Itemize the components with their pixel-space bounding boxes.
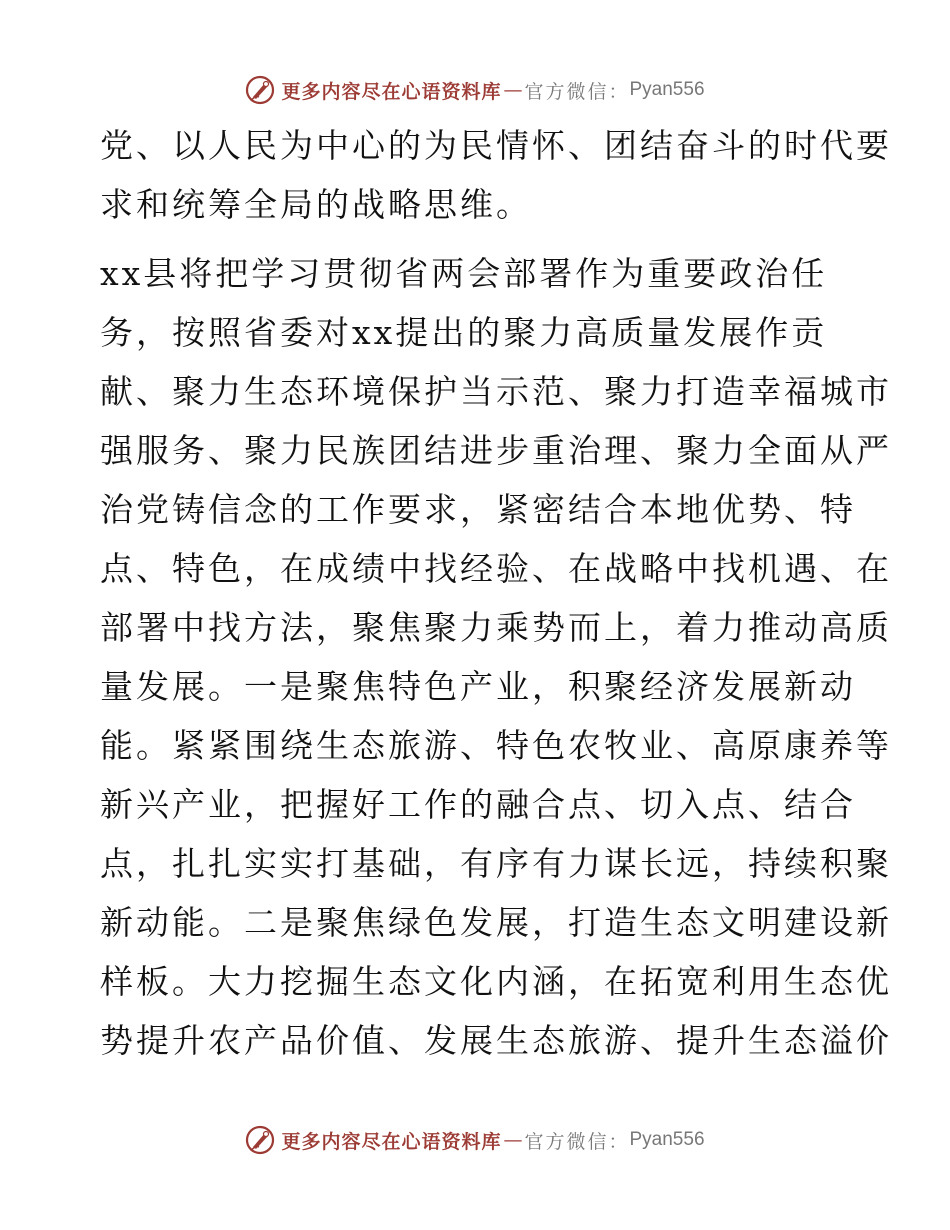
paragraph-line: 强服务、聚力民族团结进步重治理、聚力全面从严	[100, 431, 892, 470]
site-name-text: 更多内容尽在心语资料库	[281, 80, 502, 103]
paragraph-line: xx县将把学习贯彻省两会部署作为重要政治任	[100, 254, 828, 293]
wechat-id: Pyan556	[629, 1129, 705, 1150]
paragraph-line: 样板。大力挖掘生态文化内涵，在拓宽利用生态优	[100, 962, 892, 1001]
footer-banner	[0, 1120, 950, 1160]
wechat-label: 官方微信：	[524, 1130, 630, 1153]
paragraph-line: 能。紧紧围绕生态旅游、特色农牧业、高原康养等	[100, 726, 892, 765]
paragraph-line: 点、特色，在成绩中找经验、在战略中找机遇、在	[100, 549, 892, 588]
pen-nib-logo-icon	[245, 75, 275, 105]
header-banner	[0, 70, 950, 110]
document-body	[100, 116, 892, 1070]
paragraph-line: 部署中找方法，聚焦聚力乘势而上，着力推动高质	[100, 608, 892, 647]
banner-separator: —	[503, 79, 523, 101]
pen-nib-logo-icon	[245, 1125, 275, 1155]
paragraph-line: 点，扎扎实实打基础，有序有力谋长远，持续积聚	[100, 844, 892, 883]
wechat-label: 官方微信：	[524, 80, 630, 103]
wechat-id: Pyan556	[629, 79, 705, 100]
paragraph-line: 新动能。二是聚焦绿色发展，打造生态文明建设新	[100, 903, 892, 942]
banner-separator: —	[503, 1129, 523, 1151]
paragraph-line: 新兴产业，把握好工作的融合点、切入点、结合	[100, 785, 856, 824]
paragraph-1	[100, 116, 892, 234]
paragraph-line: 求和统筹全局的战略思维。	[100, 185, 532, 224]
paragraph-2	[100, 244, 892, 1070]
paragraph-line: 治党铸信念的工作要求，紧密结合本地优势、特	[100, 490, 856, 529]
paragraph-line: 量发展。一是聚焦特色产业，积聚经济发展新动	[100, 667, 856, 706]
site-name-text: 更多内容尽在心语资料库	[281, 1130, 502, 1153]
paragraph-line: 务，按照省委对xx提出的聚力高质量发展作贡	[100, 313, 828, 352]
paragraph-line: 党、以人民为中心的为民情怀、团结奋斗的时代要	[100, 126, 892, 165]
paragraph-line: 献、聚力生态环境保护当示范、聚力打造幸福城市	[100, 372, 892, 411]
paragraph-line: 势提升农产品价值、发展生态旅游、提升生态溢价	[100, 1021, 892, 1060]
